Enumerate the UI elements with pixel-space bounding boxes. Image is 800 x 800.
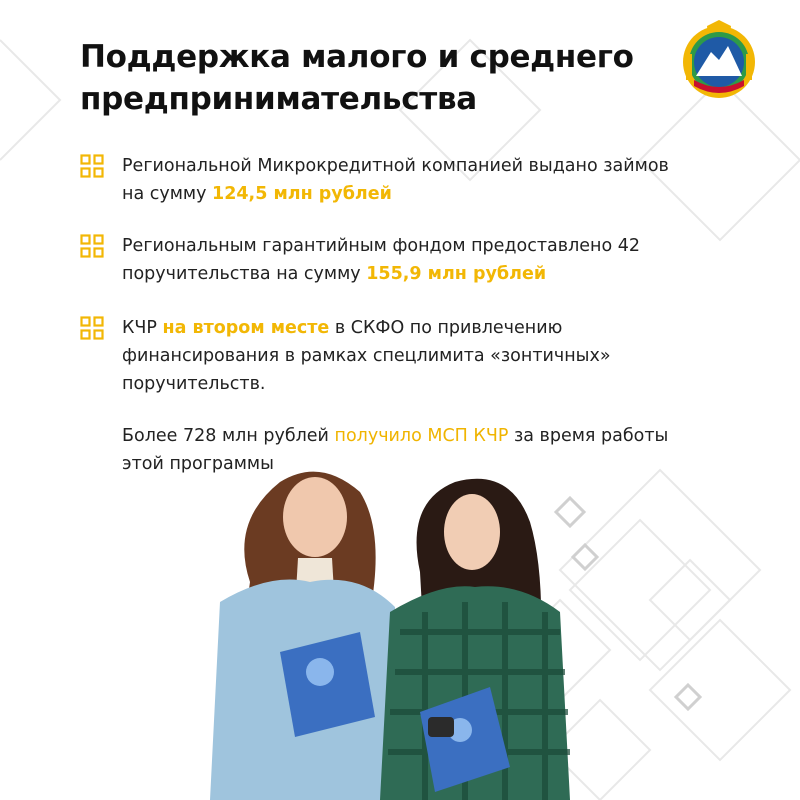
item-1-line-1: Региональной Микрокредитной компанией выдано займов <box>122 156 669 176</box>
item-2-line-1: Региональным гарантийным фондом предоставлено 42 <box>122 236 641 256</box>
item-3-line-3: поручительств. <box>122 374 266 394</box>
list-item-guarantee-fund <box>80 232 720 288</box>
item-3-extra-highlight: получило МСП КЧР <box>334 426 509 446</box>
item-3-line-2: финансирования в рамках спецлимита «зонтичных» <box>122 346 611 366</box>
item-1-line-2: на сумму <box>122 184 213 204</box>
photo-two-women <box>210 462 590 800</box>
title-line-2: предпринимательства <box>80 81 477 117</box>
page-title <box>80 36 640 120</box>
item-3-highlight: на втором месте <box>162 318 330 338</box>
grid-bullet-icon <box>80 234 104 258</box>
item-3-extra-line-2: этой программы <box>122 454 274 474</box>
list-item-kchr-ranking <box>80 314 720 478</box>
item-3-pre: КЧР <box>122 318 163 338</box>
item-1-amount: 124,5 млн рублей <box>212 184 392 204</box>
grid-bullet-icon <box>80 316 104 340</box>
grid-bullet-icon <box>80 154 104 178</box>
item-3-extra-pre: Более 728 млн рублей <box>122 426 335 446</box>
title-line-1: Поддержка малого и среднего <box>80 39 634 75</box>
coat-of-arms-emblem <box>676 14 762 102</box>
item-3-extra-post: за время работы <box>508 426 669 446</box>
list-item-microcredit <box>80 152 720 208</box>
item-3-post: в СКФО по привлечению <box>329 318 563 338</box>
item-2-amount: 155,9 млн рублей <box>366 264 547 284</box>
item-2-line-2: поручительства на сумму <box>122 264 367 284</box>
